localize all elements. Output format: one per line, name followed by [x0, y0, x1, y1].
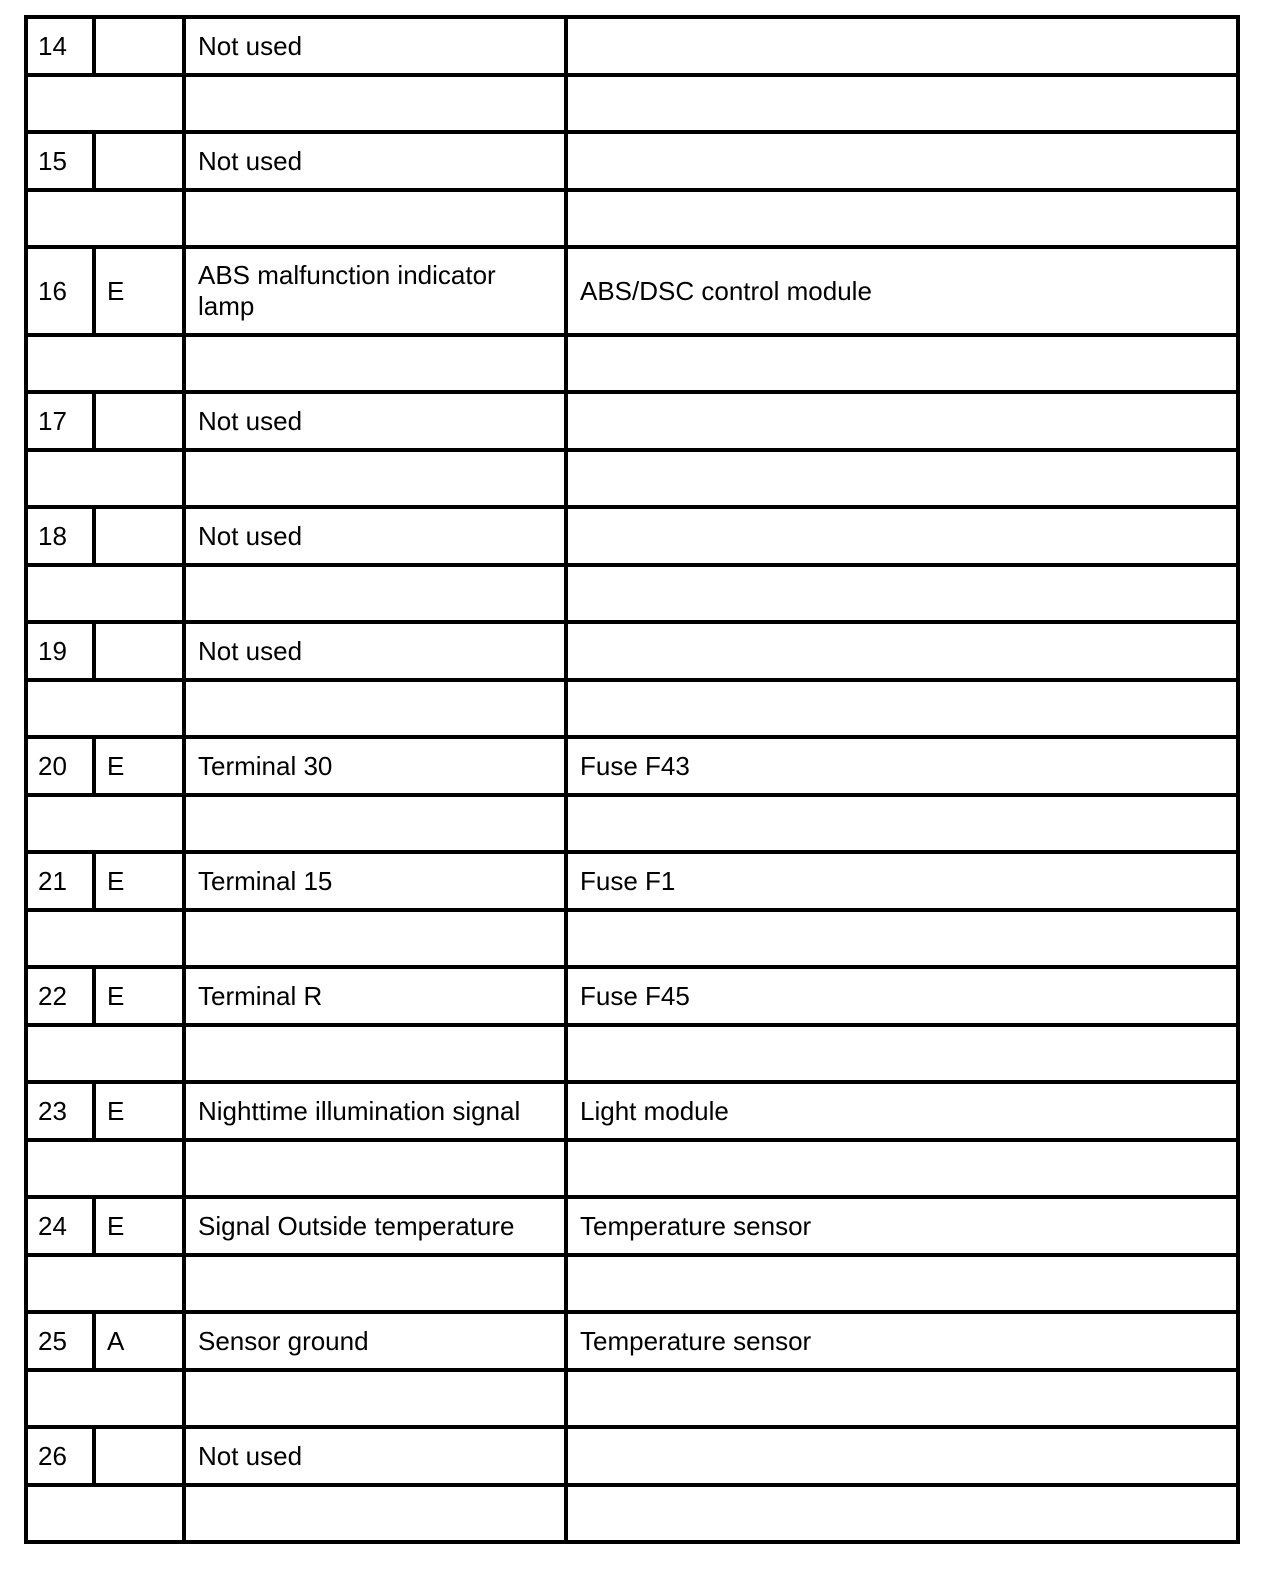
- spacer-row: [26, 910, 1238, 967]
- spacer-cell: [26, 75, 184, 132]
- pin-description-cell: Terminal 15: [184, 852, 566, 910]
- pin-type-cell: [94, 507, 184, 565]
- pin-connection-cell: [566, 17, 1238, 75]
- pin-number-cell: 15: [26, 132, 94, 190]
- spacer-cell: [566, 1025, 1238, 1082]
- spacer-row: [26, 1255, 1238, 1312]
- pin-description-cell: ABS malfunction indicator lamp: [184, 247, 566, 335]
- pin-connection-cell: Fuse F43: [566, 737, 1238, 795]
- pin-type-cell: [94, 392, 184, 450]
- spacer-cell: [26, 450, 184, 507]
- pin-number-cell: 19: [26, 622, 94, 680]
- spacer-row: [26, 565, 1238, 622]
- pin-number-cell: 23: [26, 1082, 94, 1140]
- spacer-cell: [184, 1485, 566, 1542]
- table-row-pin-14: [26, 17, 1238, 75]
- spacer-cell: [184, 1255, 566, 1312]
- table-row-pin-21: [26, 852, 1238, 910]
- spacer-cell: [26, 910, 184, 967]
- spacer-cell: [566, 335, 1238, 392]
- spacer-cell: [184, 450, 566, 507]
- pin-type-cell: E: [94, 852, 184, 910]
- spacer-cell: [566, 1140, 1238, 1197]
- table-row-pin-17: [26, 392, 1238, 450]
- spacer-cell: [566, 565, 1238, 622]
- spacer-cell: [566, 1485, 1238, 1542]
- pin-type-cell: [94, 622, 184, 680]
- spacer-cell: [26, 335, 184, 392]
- pin-connection-cell: [566, 392, 1238, 450]
- pin-description-cell: Not used: [184, 17, 566, 75]
- table-row-pin-15: [26, 132, 1238, 190]
- spacer-cell: [184, 1140, 566, 1197]
- pin-connection-cell: [566, 622, 1238, 680]
- spacer-cell: [566, 680, 1238, 737]
- table-row-pin-16: [26, 247, 1238, 335]
- spacer-cell: [184, 1370, 566, 1427]
- pin-description-cell: Nighttime illumination signal: [184, 1082, 566, 1140]
- spacer-cell: [26, 680, 184, 737]
- spacer-row: [26, 1025, 1238, 1082]
- pin-description-cell: Signal Outside temperature: [184, 1197, 566, 1255]
- pin-description-cell: Not used: [184, 507, 566, 565]
- table-row-pin-26: [26, 1427, 1238, 1485]
- pin-connection-cell: Fuse F45: [566, 967, 1238, 1025]
- spacer-row: [26, 190, 1238, 247]
- table-row-pin-25: [26, 1312, 1238, 1370]
- spacer-cell: [26, 1370, 184, 1427]
- spacer-cell: [184, 1025, 566, 1082]
- pin-table-body: [26, 17, 1238, 1542]
- pin-type-cell: [94, 132, 184, 190]
- pin-number-cell: 26: [26, 1427, 94, 1485]
- pin-assignment-table: [24, 15, 1240, 1544]
- spacer-cell: [184, 565, 566, 622]
- table-row-pin-24: [26, 1197, 1238, 1255]
- spacer-cell: [566, 75, 1238, 132]
- spacer-cell: [184, 190, 566, 247]
- pin-description-cell: Not used: [184, 1427, 566, 1485]
- spacer-row: [26, 680, 1238, 737]
- spacer-cell: [26, 1140, 184, 1197]
- pin-type-cell: E: [94, 1082, 184, 1140]
- spacer-cell: [566, 1255, 1238, 1312]
- pin-type-cell: E: [94, 1197, 184, 1255]
- pin-connection-cell: Temperature sensor: [566, 1312, 1238, 1370]
- spacer-cell: [26, 1485, 184, 1542]
- spacer-cell: [566, 910, 1238, 967]
- spacer-row: [26, 450, 1238, 507]
- table-row-pin-20: [26, 737, 1238, 795]
- spacer-row: [26, 795, 1238, 852]
- spacer-cell: [184, 680, 566, 737]
- spacer-row: [26, 1485, 1238, 1542]
- spacer-row: [26, 1140, 1238, 1197]
- pin-description-cell: Terminal R: [184, 967, 566, 1025]
- pin-description-cell: Not used: [184, 392, 566, 450]
- spacer-cell: [566, 190, 1238, 247]
- spacer-cell: [26, 565, 184, 622]
- spacer-cell: [566, 795, 1238, 852]
- pin-number-cell: 22: [26, 967, 94, 1025]
- pin-number-cell: 25: [26, 1312, 94, 1370]
- pin-type-cell: E: [94, 247, 184, 335]
- table-row-pin-22: [26, 967, 1238, 1025]
- pin-type-cell: [94, 17, 184, 75]
- pin-connection-cell: Temperature sensor: [566, 1197, 1238, 1255]
- spacer-cell: [26, 795, 184, 852]
- pin-number-cell: 20: [26, 737, 94, 795]
- pin-connection-cell: Fuse F1: [566, 852, 1238, 910]
- spacer-row: [26, 1370, 1238, 1427]
- pin-type-cell: E: [94, 737, 184, 795]
- pin-description-cell: Not used: [184, 132, 566, 190]
- table-row-pin-18: [26, 507, 1238, 565]
- spacer-cell: [184, 335, 566, 392]
- pin-number-cell: 14: [26, 17, 94, 75]
- pin-description-cell: Terminal 30: [184, 737, 566, 795]
- pin-number-cell: 21: [26, 852, 94, 910]
- spacer-cell: [26, 190, 184, 247]
- table-row-pin-19: [26, 622, 1238, 680]
- pin-type-cell: E: [94, 967, 184, 1025]
- pin-connection-cell: [566, 132, 1238, 190]
- pin-number-cell: 17: [26, 392, 94, 450]
- spacer-cell: [566, 1370, 1238, 1427]
- spacer-cell: [184, 795, 566, 852]
- pin-connection-cell: ABS/DSC control module: [566, 247, 1238, 335]
- spacer-row: [26, 75, 1238, 132]
- spacer-cell: [26, 1025, 184, 1082]
- pin-type-cell: A: [94, 1312, 184, 1370]
- table-row-pin-23: [26, 1082, 1238, 1140]
- spacer-cell: [184, 75, 566, 132]
- pin-connection-cell: [566, 507, 1238, 565]
- pin-number-cell: 24: [26, 1197, 94, 1255]
- spacer-row: [26, 335, 1238, 392]
- spacer-cell: [184, 910, 566, 967]
- pin-connection-cell: [566, 1427, 1238, 1485]
- pin-connection-cell: Light module: [566, 1082, 1238, 1140]
- spacer-cell: [26, 1255, 184, 1312]
- pin-type-cell: [94, 1427, 184, 1485]
- pin-description-cell: Sensor ground: [184, 1312, 566, 1370]
- spacer-cell: [566, 450, 1238, 507]
- pin-description-cell: Not used: [184, 622, 566, 680]
- pin-number-cell: 16: [26, 247, 94, 335]
- pin-number-cell: 18: [26, 507, 94, 565]
